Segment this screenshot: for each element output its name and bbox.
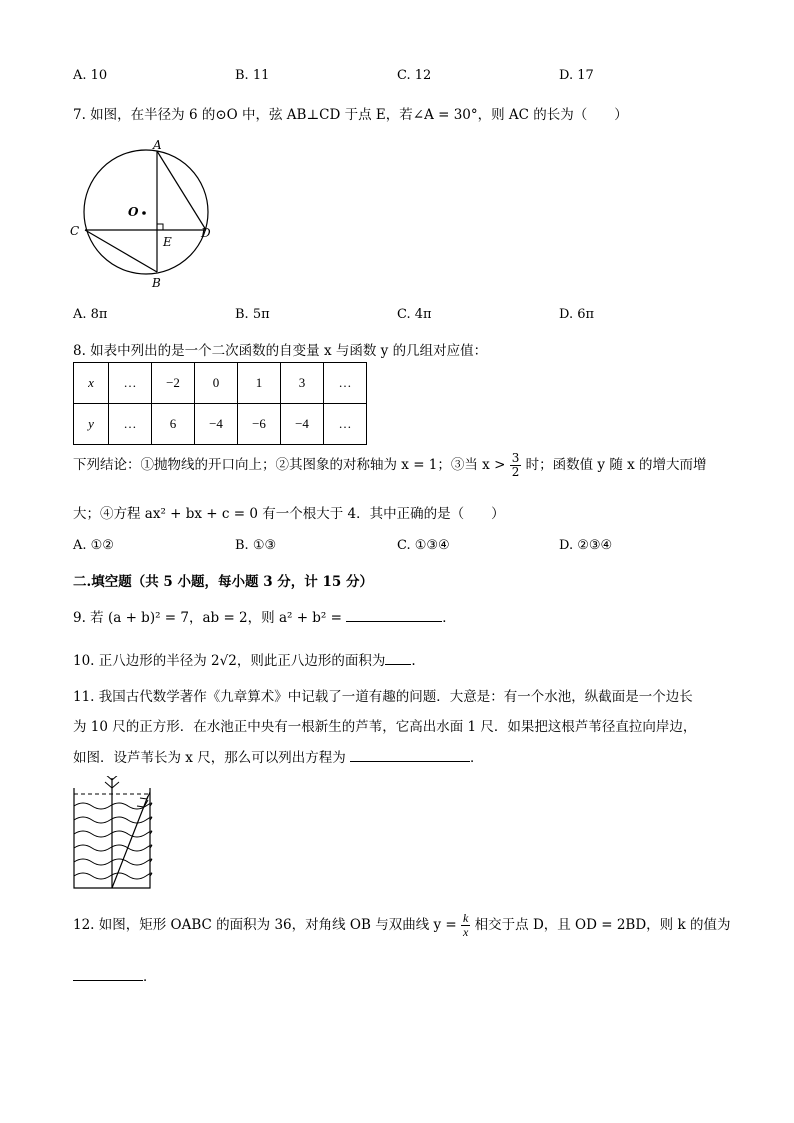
q10-line — [73, 649, 416, 669]
q7-circle-figure — [66, 138, 226, 290]
q12-line — [73, 912, 730, 939]
q6-option-d: D. 17 — [559, 68, 594, 83]
q7-option-b: B. 5π — [235, 307, 270, 322]
label-a: A — [153, 138, 162, 152]
q9-text: 9. 若 (a + b)² = 7，ab = 2，则 a² + b² = — [73, 610, 342, 626]
q12-answer-blank[interactable] — [73, 980, 143, 981]
table-cell: 3 — [281, 363, 324, 404]
q11-end: ． — [470, 750, 484, 766]
q12-fraction — [461, 912, 470, 939]
q8-conclusions-part-a: 下列结论：①抛物线的开口向上；②其图象的对称轴为 x = 1；③当 x > — [73, 457, 506, 473]
table-cell: −4 — [195, 404, 238, 445]
table-cell: … — [324, 404, 367, 445]
q7-option-d: D. 6π — [559, 307, 595, 322]
table-cell: … — [109, 363, 152, 404]
q11-line1: 11. 我国古代数学著作《九章算术》中记载了一道有趣的问题．大意是：有一个水池，纵截面是一个边长 — [73, 689, 693, 705]
q9-line — [73, 606, 456, 626]
table-cell: −4 — [281, 404, 324, 445]
q12-frac-num: k — [463, 911, 469, 925]
q6-option-b: B. 11 — [235, 68, 270, 83]
q8-option-d: D. ②③④ — [559, 538, 613, 553]
q11-reed-pond-figure — [70, 776, 154, 892]
q8-value-table — [73, 362, 367, 445]
q7-question-text: 7. 如图，在半径为 6 的⊙O 中，弦 AB⊥CD 于点 E，若∠A = 30°，则 AC 的长为（ ） — [73, 107, 628, 123]
q12-answer-line — [73, 965, 157, 985]
label-e: E — [163, 235, 172, 249]
table-header-y: y — [74, 404, 109, 445]
q8-option-a: A. ①② — [73, 538, 114, 553]
q8-option-c: C. ①③④ — [397, 538, 450, 553]
label-d: D — [201, 226, 211, 240]
table-cell: … — [109, 404, 152, 445]
q10-answer-blank[interactable] — [385, 664, 411, 665]
label-o: O — [128, 205, 139, 219]
q9-end: ． — [442, 610, 456, 626]
q8-frac-num: 3 — [511, 451, 520, 465]
table-row-y — [74, 404, 367, 445]
q6-option-a: A. 10 — [73, 68, 108, 83]
table-row-x — [74, 363, 367, 404]
q8-option-b: B. ①③ — [235, 538, 277, 553]
q11-line2: 为 10 尺的正方形．在水池正中央有一根新生的芦苇，它高出水面 1 尺．如果把这根芦苇径直拉向岸边， — [73, 719, 697, 735]
q8-fraction — [510, 452, 522, 479]
q10-end: . — [411, 653, 416, 669]
section2-title: 二.填空题（共 5 小题，每小题 3 分，计 15 分） — [73, 574, 373, 590]
q7-option-c: C. 4π — [397, 307, 432, 322]
q11-line3 — [73, 746, 484, 766]
q8-intro: 8. 如表中列出的是一个二次函数的自变量 x 与函数 y 的几组对应值： — [73, 343, 488, 359]
q11-text: 如图．设芦苇长为 x 尺，那么可以列出方程为 — [73, 750, 346, 766]
table-cell: 1 — [238, 363, 281, 404]
table-cell: 6 — [152, 404, 195, 445]
q12-text-b: 相交于点 D，且 OD = 2BD，则 k 的值为 — [474, 917, 731, 933]
q8-frac-den: 2 — [511, 465, 520, 479]
q8-conclusions-line1 — [73, 452, 707, 479]
q11-answer-blank[interactable] — [350, 761, 470, 762]
q8-conclusions-line2: 大；④方程 ax² + bx + c = 0 有一个根大于 4．其中正确的是（ ） — [73, 506, 505, 522]
q6-option-c: C. 12 — [397, 68, 432, 83]
table-cell: … — [324, 363, 367, 404]
q12-end: ． — [143, 969, 157, 985]
q9-answer-blank[interactable] — [346, 621, 442, 622]
q12-frac-den: x — [463, 925, 469, 939]
label-b: B — [152, 276, 161, 290]
q7-option-a: A. 8π — [73, 307, 108, 322]
table-cell: 0 — [195, 363, 238, 404]
table-cell: −6 — [238, 404, 281, 445]
q8-conclusions-part-b: 时；函数值 y 随 x 的增大而增 — [525, 457, 707, 473]
table-header-x: x — [74, 363, 109, 404]
table-cell: −2 — [152, 363, 195, 404]
q10-text: 10. 正八边形的半径为 2√2，则此正八边形的面积为 — [73, 653, 386, 669]
label-c: C — [70, 224, 80, 238]
q12-text-a: 12. 如图，矩形 OABC 的面积为 36，对角线 OB 与双曲线 y = — [73, 917, 457, 933]
